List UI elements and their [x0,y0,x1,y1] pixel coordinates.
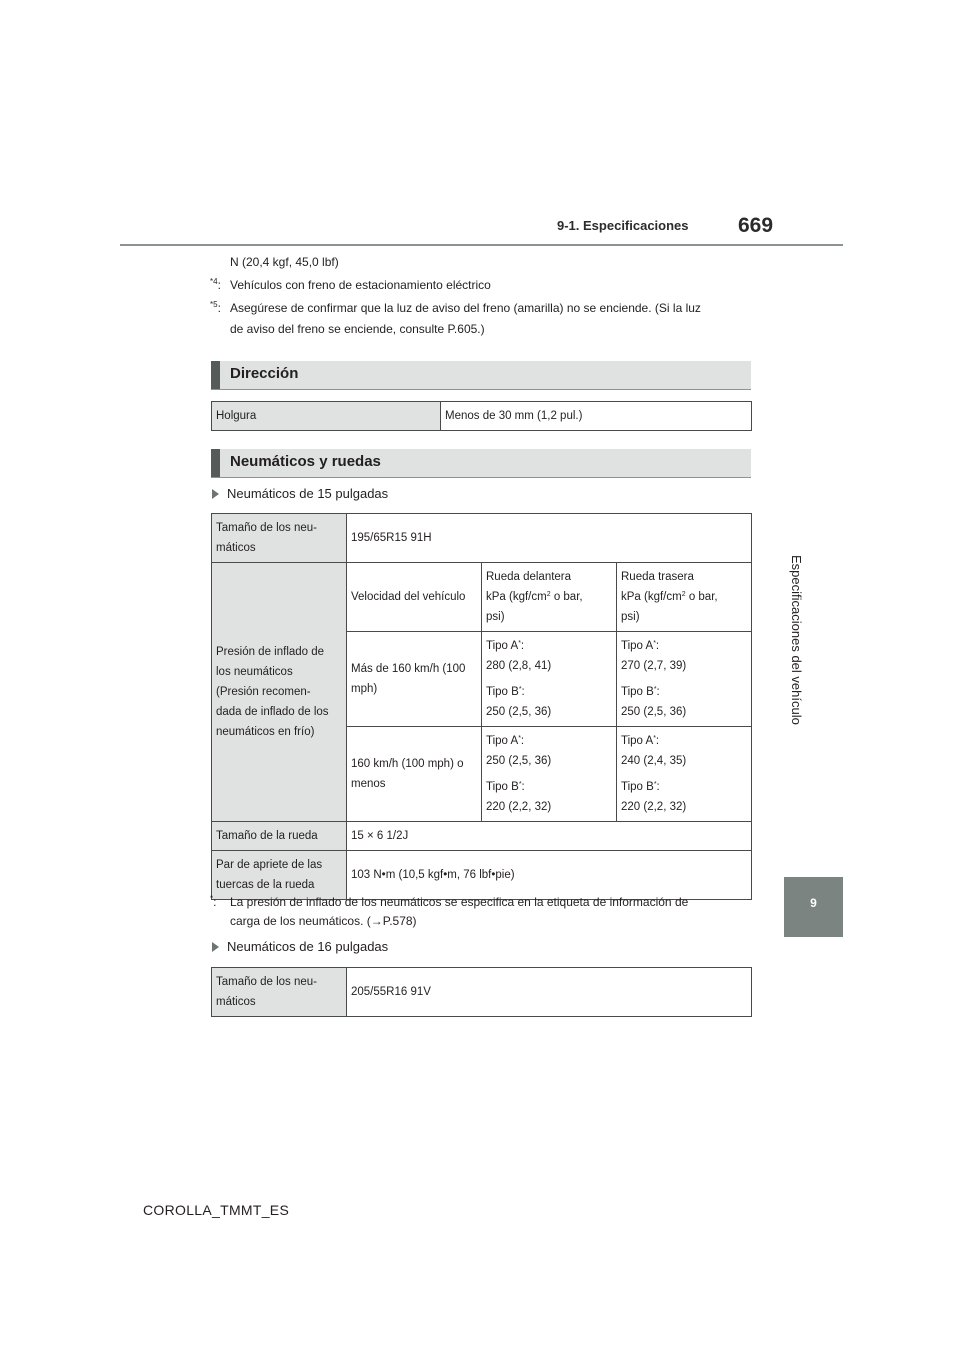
steering-table [211,401,752,431]
note5-mark: $^{*5}$: [210,300,221,315]
footnote-line2: carga de los neumáticos. (→P.578) [230,914,417,928]
wheel-size-value: 15 × 6 1/2J [347,822,752,851]
footnote-mark: *: [210,894,217,909]
subheading-16in: Neumáticos de 16 pulgadas [212,939,388,954]
rear-wheel-header: Rueda trasera kPa ($kgf/cm^2$ o bar, psi) [617,563,752,632]
header-rule [120,244,843,246]
pressure-label: Presión de inflado de los neumáticos (Presión recomen- dada de inflado de los neumáticos en frío) [212,563,347,822]
speed-header: Velocidad del vehículo [347,563,482,632]
speed-160-or-less: 160 km/h (100 mph) o menos [347,727,482,822]
steering-label: Holgura [212,402,441,431]
side-chapter-number: 9 [810,896,817,910]
table-row [212,514,752,563]
side-chapter-tab [784,877,843,937]
section-title: 9-1. Especificaciones [557,218,689,233]
wheel-size-label: Tamaño de la rueda [212,822,347,851]
steering-heading-rule [211,389,751,390]
table-row [212,822,752,851]
document-code: COROLLA_TMMT_ES [143,1202,290,1218]
rear-pressure-low-speed: Tipo A*: 240 (2,4, 35) Tipo B*: 220 (2,2, 32) [617,727,752,822]
torque-label: Par de apriete de las tuercas de la rueda [212,851,347,900]
tires-heading [211,449,751,477]
tire-size-label: Tamaño de los neu- máticos [212,514,347,563]
page-number: 669 [738,214,774,237]
subheading-15in: Neumáticos de 15 pulgadas [212,486,388,501]
tires-15-table [211,513,752,900]
table-row [212,968,752,1017]
side-chapter-label: Especificaciones del vehículo [789,555,804,725]
rear-pressure-high-speed: Tipo A*: 270 (2,7, 39) Tipo B*: 250 (2,5, 36) [617,632,752,727]
tire-size-label-16: Tamaño de los neu- máticos [212,968,347,1017]
steering-value: Menos de 30 mm (1,2 pul.) [441,402,752,431]
note5-line1: Asegúrese de confirmar que la luz de aviso del freno (amarilla) no se enciende. (Si la luz [230,301,701,315]
front-wheel-header: Rueda delantera kPa ($kgf/cm^2$ o bar, psi) [482,563,617,632]
speed-over-160: Más de 160 km/h (100 mph) [347,632,482,727]
front-pressure-low-speed: Tipo A*: 250 (2,5, 36) Tipo B*: 220 (2,2, 32) [482,727,617,822]
tires-16-table [211,967,752,1017]
steering-heading-text: Dirección [230,365,299,382]
table-row [212,563,752,632]
table-row [212,402,752,431]
continuation-text: N (20,4 kgf, 45,0 lbf) [230,255,339,269]
steering-heading [211,361,751,389]
note5-line2: de aviso del freno se enciende, consulte P.605.) [230,322,485,336]
tire-size-value-16: 205/55R16 91V [347,968,752,1017]
triangle-bullet-icon [212,942,219,952]
torque-value: 103 N•m (10,5 kgf•m, 76 lbf•pie) [347,851,752,900]
tire-size-value: 195/65R15 91H [347,514,752,563]
tires-heading-text: Neumáticos y ruedas [230,453,381,470]
triangle-bullet-icon [212,489,219,499]
footnote-line1: La presión de inflado de los neumáticos se especifica en la etiqueta de información de [230,895,689,909]
tires-heading-rule [211,477,751,478]
note4-text: Vehículos con freno de estacionamiento eléctrico [230,278,491,292]
front-pressure-high-speed: Tipo A*: 280 (2,8, 41) Tipo B*: 250 (2,5, 36) [482,632,617,727]
note4-mark: $^{*4}$: [210,277,221,292]
